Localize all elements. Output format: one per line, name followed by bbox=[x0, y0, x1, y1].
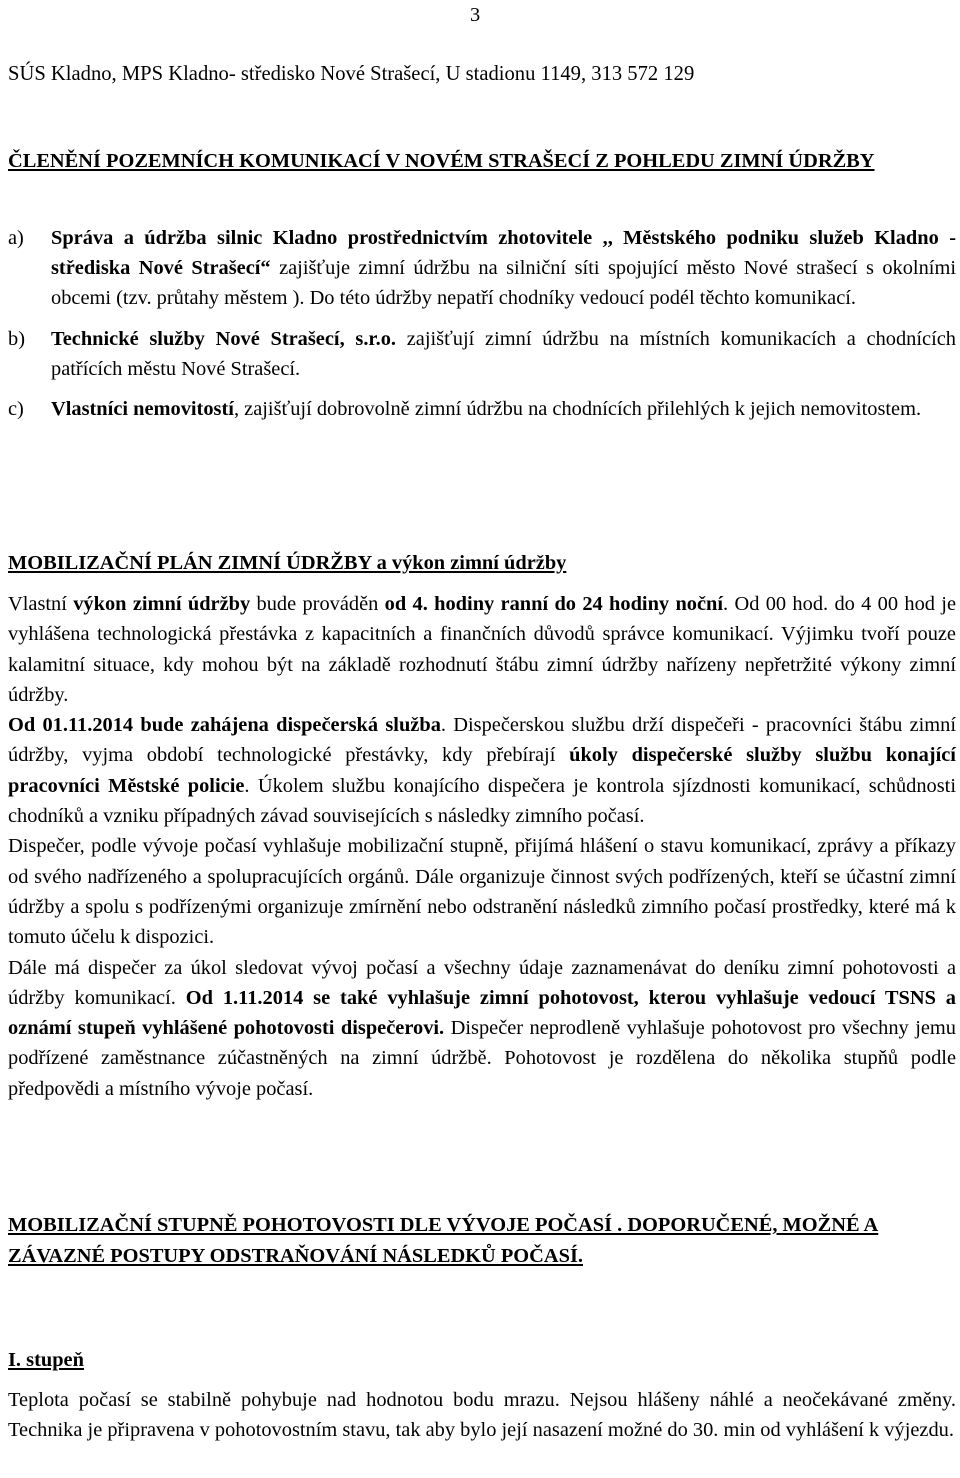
stage-one-paragraph: Teplota počasí se stabilně pohybuje nad hodnotou bodu mrazu. Nejsou hlášeny náhlé a neočekávané změny. Technika je připravena v pohotovostním stavu, tak aby bylo její nasazení možné do 30. min od vyhlášení k výjezdu. bbox=[8, 1389, 956, 1442]
item-text bbox=[51, 223, 956, 314]
bold-run: Od 1.11.2014 se také vyhlašuje zimní pohotovost, kterou vyhlašuje vedoucí TSNS a oznámí stupeň vyhlášené pohotovosti dispečerovi. bbox=[8, 986, 956, 1040]
plan-paragraph bbox=[8, 710, 956, 831]
text-run: . Úkolem službu konajícího dispečera je kontrola sjízdnosti komunikací, schůdnosti chodníků a vzniku případných závad souvisejících s následky zimního počasí. bbox=[8, 774, 956, 828]
text-run: Dispečer neprodleně vyhlašuje pohotovost pro všechny jemu podřízené zaměstnance zúčastněných na zimní údržbě. Pohotovost je rozdělena do několika stupňů podle předpovědi a místního vývoje počasí. bbox=[8, 1017, 956, 1100]
section-title-mobilization-stages: MOBILIZAČNÍ STUPNĚ POHOTOVOSTI DLE VÝVOJE POČASÍ . DOPORUČENÉ, MOŽNÉ A ZÁVAZNÉ POSTUPY ODSTRAŇOVÁNÍ NÁSLEDKŮ POČASÍ. bbox=[8, 1214, 879, 1267]
text-run: Dále má dispečer za úkol sledovat vývoj počasí a všechny údaje zaznamenávat do deníku zimní pohotovosti a údržby komunikací. bbox=[8, 956, 956, 1009]
item-text bbox=[51, 324, 956, 384]
plan-paragraph bbox=[8, 589, 956, 710]
plan-paragraph bbox=[8, 953, 956, 1104]
stage-one-body bbox=[8, 1385, 956, 1446]
bold-run: Od 01.11.2014 bude zahájena dispečerská služba bbox=[8, 714, 441, 737]
list-item bbox=[8, 223, 956, 314]
item-label: b) bbox=[8, 327, 25, 350]
bold-run: od 4. hodiny ranní do 24 hodiny noční bbox=[384, 593, 724, 615]
item-label: a) bbox=[8, 227, 24, 249]
list-item bbox=[8, 394, 956, 424]
page-number: 3 bbox=[470, 4, 481, 26]
text-run: bude prováděn bbox=[250, 593, 385, 615]
item-bold-text: Technické služby Nové Strašecí, s.r.o. bbox=[51, 327, 396, 350]
section-title-mobilization-plan: MOBILIZAČNÍ PLÁN ZIMNÍ ÚDRŽBY a výkon zimní údržby bbox=[8, 552, 567, 574]
text-run: . Od 00 hod. do 4 00 hod je vyhlášena technologická přestávka z kapacitních a finančních důvodů správce komunikací. Výjimku tvoří pouze kalamitní situace, kdy mohou být na základě rozhodnutí štábu zimní údržby nařízeny nepřetržité výkony zimní údržby. bbox=[8, 593, 957, 706]
bold-run: úkoly dispečerské služby službu konající pracovníci Městské policie bbox=[8, 744, 956, 797]
item-bold-text: Správa a údržba silnic Kladno prostřednictvím zhotovitele ,, Městského podniku služeb Kladno - střediska Nové Strašecí“ bbox=[51, 227, 956, 280]
item-plain-text: , zajišťují dobrovolně zimní údržbu na chodnících přilehlých k jejich nemovitostem. bbox=[233, 398, 922, 421]
text-run: . Dispečerskou službu drží dispečeři - pracovníci štábu zimní údržby, vyjma období technologické přestávky, kdy přebírají bbox=[8, 714, 957, 767]
page-header: SÚS Kladno, MPS Kladno- středisko Nové Strašecí, U stadionu 1149, 313 572 129 bbox=[8, 63, 695, 85]
mobilization-plan-body bbox=[8, 589, 956, 1104]
maintenance-responsibility-list bbox=[8, 223, 956, 424]
item-text bbox=[51, 394, 956, 424]
item-plain-text: zajišťuje zimní údržbu na silniční síti spojující město Nové strašecí s okolními obcemi (tzv. průtahy městem ). Do této údržby nepatří chodníky vedoucí podél těchto komunikací. bbox=[51, 257, 956, 310]
list-item bbox=[8, 324, 956, 384]
text-run: Vlastní bbox=[8, 593, 74, 615]
plan-paragraph bbox=[8, 831, 956, 952]
section-title-road-classification: ČLENĚNÍ POZEMNÍCH KOMUNIKACÍ V NOVÉM STRAŠECÍ Z POHLEDU ZIMNÍ ÚDRŽBY bbox=[8, 150, 875, 172]
text-run: Dispečer, podle vývoje počasí vyhlašuje mobilizační stupně, přijímá hlášení o stavu komunikací, zprávy a příkazy od svého nadřízeného a spolupracujících orgánů. Dále organizuje činnost svých podřízených, kteří se účastní zimní údržby a spolu s podřízenými organizuje zmírnění nebo odstranění následků zimního počasí prostředky, které má k tomuto účelu k dispozici. bbox=[8, 835, 956, 949]
bold-run: výkon zimní údržby bbox=[73, 593, 251, 615]
item-bold-text: Vlastníci nemovitostí bbox=[51, 398, 234, 421]
item-plain-text: zajišťují zimní údržbu na místních komunikacích a chodnících patřících městu Nové Strašecí. bbox=[51, 327, 956, 380]
item-label: c) bbox=[8, 398, 24, 421]
stage-one-title: I. stupeň bbox=[8, 1349, 84, 1371]
